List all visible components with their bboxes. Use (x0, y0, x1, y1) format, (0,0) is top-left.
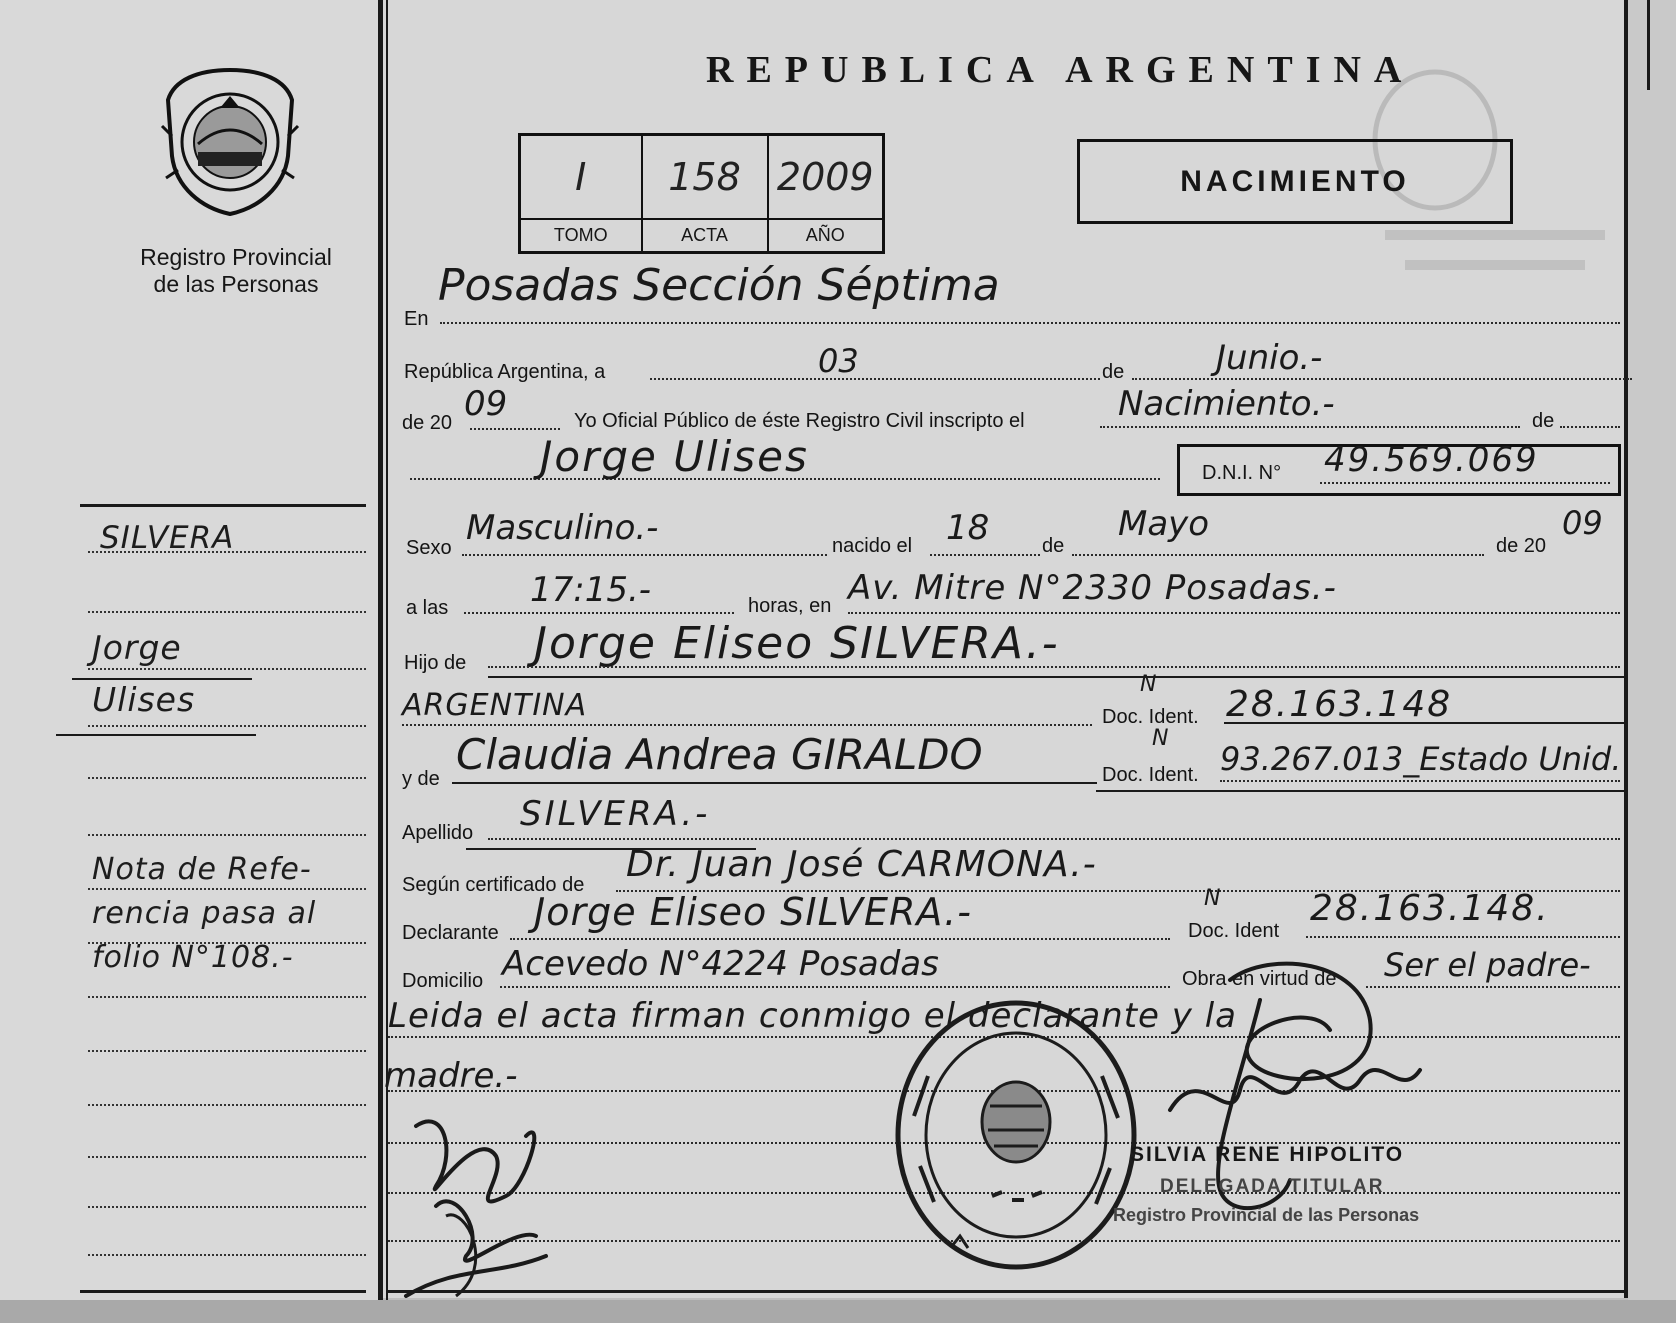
label-doc-ident-2: Doc. Ident. (1102, 764, 1199, 786)
label-a-las: a las (406, 597, 449, 619)
field-rule (1560, 426, 1620, 428)
closing-line-2: madre.- (384, 1056, 518, 1096)
official-title: DELEGADA TITULAR (1160, 1176, 1385, 1197)
margin-underline (56, 734, 256, 736)
document-type-box (1077, 139, 1513, 224)
field-rule (440, 322, 1620, 324)
field-rule (462, 554, 827, 556)
column-divider-inner (386, 0, 388, 1300)
label-obra: Obra en virtud de (1182, 968, 1337, 990)
official-name: SILVIA RENE HIPOLITO (1130, 1143, 1405, 1166)
margin-given-name-2: Ulises (92, 680, 196, 719)
doc1-prefix: N (1140, 672, 1157, 697)
registration-table (518, 133, 885, 254)
place-value: Posadas Sección Séptima (438, 260, 1000, 311)
dni-value: 49.569.069 (1324, 440, 1539, 480)
anio-value: 2009 (768, 135, 884, 219)
address-value: Acevedo N°4224 Posadas (502, 944, 939, 984)
margin-underline (72, 678, 252, 680)
registry-title-line2: de las Personas (153, 271, 319, 297)
country-heading: REPUBLICA ARGENTINA (706, 49, 1415, 91)
tomo-label: TOMO (520, 219, 642, 253)
margin-rule (88, 1050, 366, 1052)
margin-rule (88, 834, 366, 836)
field-rule (402, 724, 1092, 726)
anio-label: AÑO (768, 219, 884, 253)
declarant-doc-value: 28.163.148. (1310, 888, 1550, 929)
obra-value: Ser el padre- (1384, 946, 1591, 984)
margin-rule (80, 1290, 366, 1293)
doc2-prefix: N (1152, 726, 1169, 751)
margin-rule (88, 777, 366, 779)
birth-time-value: 17:15.- (530, 570, 652, 610)
label-y-de: y de (402, 768, 440, 790)
declarant-signature-icon (396, 1066, 566, 1316)
child-name-value: Jorge Ulises (540, 432, 809, 481)
margin-rule (88, 668, 366, 670)
field-rule (488, 838, 1620, 840)
label-hijo: Hijo de (404, 652, 467, 674)
acta-value: 158 (642, 135, 768, 219)
margin-rule (88, 1156, 366, 1158)
margin-rule (88, 1254, 366, 1256)
mother-doc-value: 93.267.013_Estado Unid. (1220, 740, 1622, 778)
margin-rule (88, 551, 366, 553)
margin-note-line2: rencia pasa al (92, 896, 317, 931)
field-rule (1306, 936, 1620, 938)
label-de-mes: de (1102, 361, 1125, 383)
margin-given-name-1: Jorge (92, 628, 182, 667)
declarant-value: Jorge Eliseo SILVERA.- (534, 890, 972, 934)
birth-place-value: Av. Mitre N°2330 Posadas.- (848, 568, 1337, 608)
margin-surname: SILVERA (100, 520, 235, 556)
field-rule (1072, 554, 1484, 556)
father-name-value: Jorge Eliseo SILVERA.- (534, 618, 1060, 669)
act-kind-value: Nacimiento.- (1118, 384, 1335, 424)
label-de-bmes: de (1042, 535, 1065, 557)
field-underline (452, 782, 1097, 784)
field-rule (464, 612, 734, 614)
field-rule (470, 428, 560, 430)
closing-line-1: Leida el acta firman conmigo el declarante y la (388, 996, 1237, 1036)
margin-reference-note (92, 848, 316, 980)
label-declarante: Declarante (402, 922, 499, 944)
registry-title (100, 244, 372, 298)
label-de-20b: de 20 (1496, 535, 1547, 557)
sheet-bottom-rule (388, 1290, 1624, 1293)
document-type: NACIMIENTO (1180, 164, 1410, 198)
label-apellido: Apellido (402, 822, 474, 844)
field-rule (1220, 780, 1620, 782)
field-rule (488, 666, 1620, 668)
field-rule (510, 938, 1170, 940)
margin-rule (88, 942, 366, 944)
label-de-20: de 20 (402, 412, 453, 434)
margin-note-line1: Nota de Refe- (92, 852, 312, 887)
year-suffix-value: 09 (464, 384, 508, 424)
father-doc-value: 28.163.148 (1226, 684, 1453, 725)
field-underline (1096, 790, 1628, 792)
field-rule (650, 378, 1100, 380)
margin-rule (88, 1104, 366, 1106)
field-rule (1100, 426, 1520, 428)
edge-mark (1647, 0, 1650, 90)
birth-year-suffix-value: 09 (1562, 504, 1603, 542)
tomo-value: I (520, 135, 642, 219)
mother-name-value: Claudia Andrea GIRALDO (456, 730, 983, 779)
surname-value: SILVERA.- (520, 794, 711, 834)
column-divider (378, 0, 383, 1300)
label-domicilio: Domicilio (402, 970, 484, 992)
label-segun-certificado: Según certificado de (402, 874, 585, 896)
registry-title-line1: Registro Provincial (140, 244, 332, 270)
month-value: Junio.- (1216, 338, 1323, 378)
label-en: En (404, 308, 429, 330)
label-sexo: Sexo (406, 537, 452, 559)
margin-rule (80, 504, 366, 507)
father-nationality-value: ARGENTINA (402, 688, 588, 723)
label-republica: República Argentina, a (404, 361, 606, 383)
sex-value: Masculino.- (466, 508, 659, 548)
doc3-prefix: N (1204, 886, 1221, 911)
official-office: Registro Provincial de las Personas (1113, 1205, 1420, 1225)
doctor-value: Dr. Juan José CARMONA.- (626, 844, 1097, 885)
field-rule (1132, 378, 1632, 380)
margin-rule (88, 725, 366, 727)
field-underline (1224, 722, 1628, 724)
bottom-edge (0, 1300, 1676, 1323)
margin-rule (88, 996, 366, 998)
field-rule (500, 986, 1170, 988)
misiones-province-seal-icon (158, 66, 302, 218)
sheet-right-border (1624, 0, 1628, 1298)
label-doc-ident-1: Doc. Ident. (1102, 706, 1199, 728)
field-underline (488, 676, 1628, 678)
margin-rule (88, 1206, 366, 1208)
acta-label: ACTA (642, 219, 768, 253)
birth-day-value: 18 (946, 508, 990, 548)
label-nacido: nacido el (832, 535, 913, 557)
label-dni: D.N.I. N° (1202, 462, 1282, 484)
label-de-nombre: de (1532, 410, 1555, 432)
official-round-stamp-icon (892, 996, 1140, 1274)
field-rule (1320, 482, 1610, 484)
birth-month-value: Mayo (1118, 504, 1210, 544)
margin-rule (88, 611, 366, 613)
margin-note-line3: folio N°108.- (92, 940, 294, 975)
day-value: 03 (818, 342, 859, 380)
label-doc-ident-3: Doc. Ident (1188, 920, 1280, 942)
margin-rule (88, 888, 366, 890)
label-oficial: Yo Oficial Público de éste Registro Civil inscripto el (574, 410, 1025, 432)
label-horas: horas, en (748, 595, 832, 617)
field-rule (848, 612, 1620, 614)
field-rule (930, 554, 1040, 556)
